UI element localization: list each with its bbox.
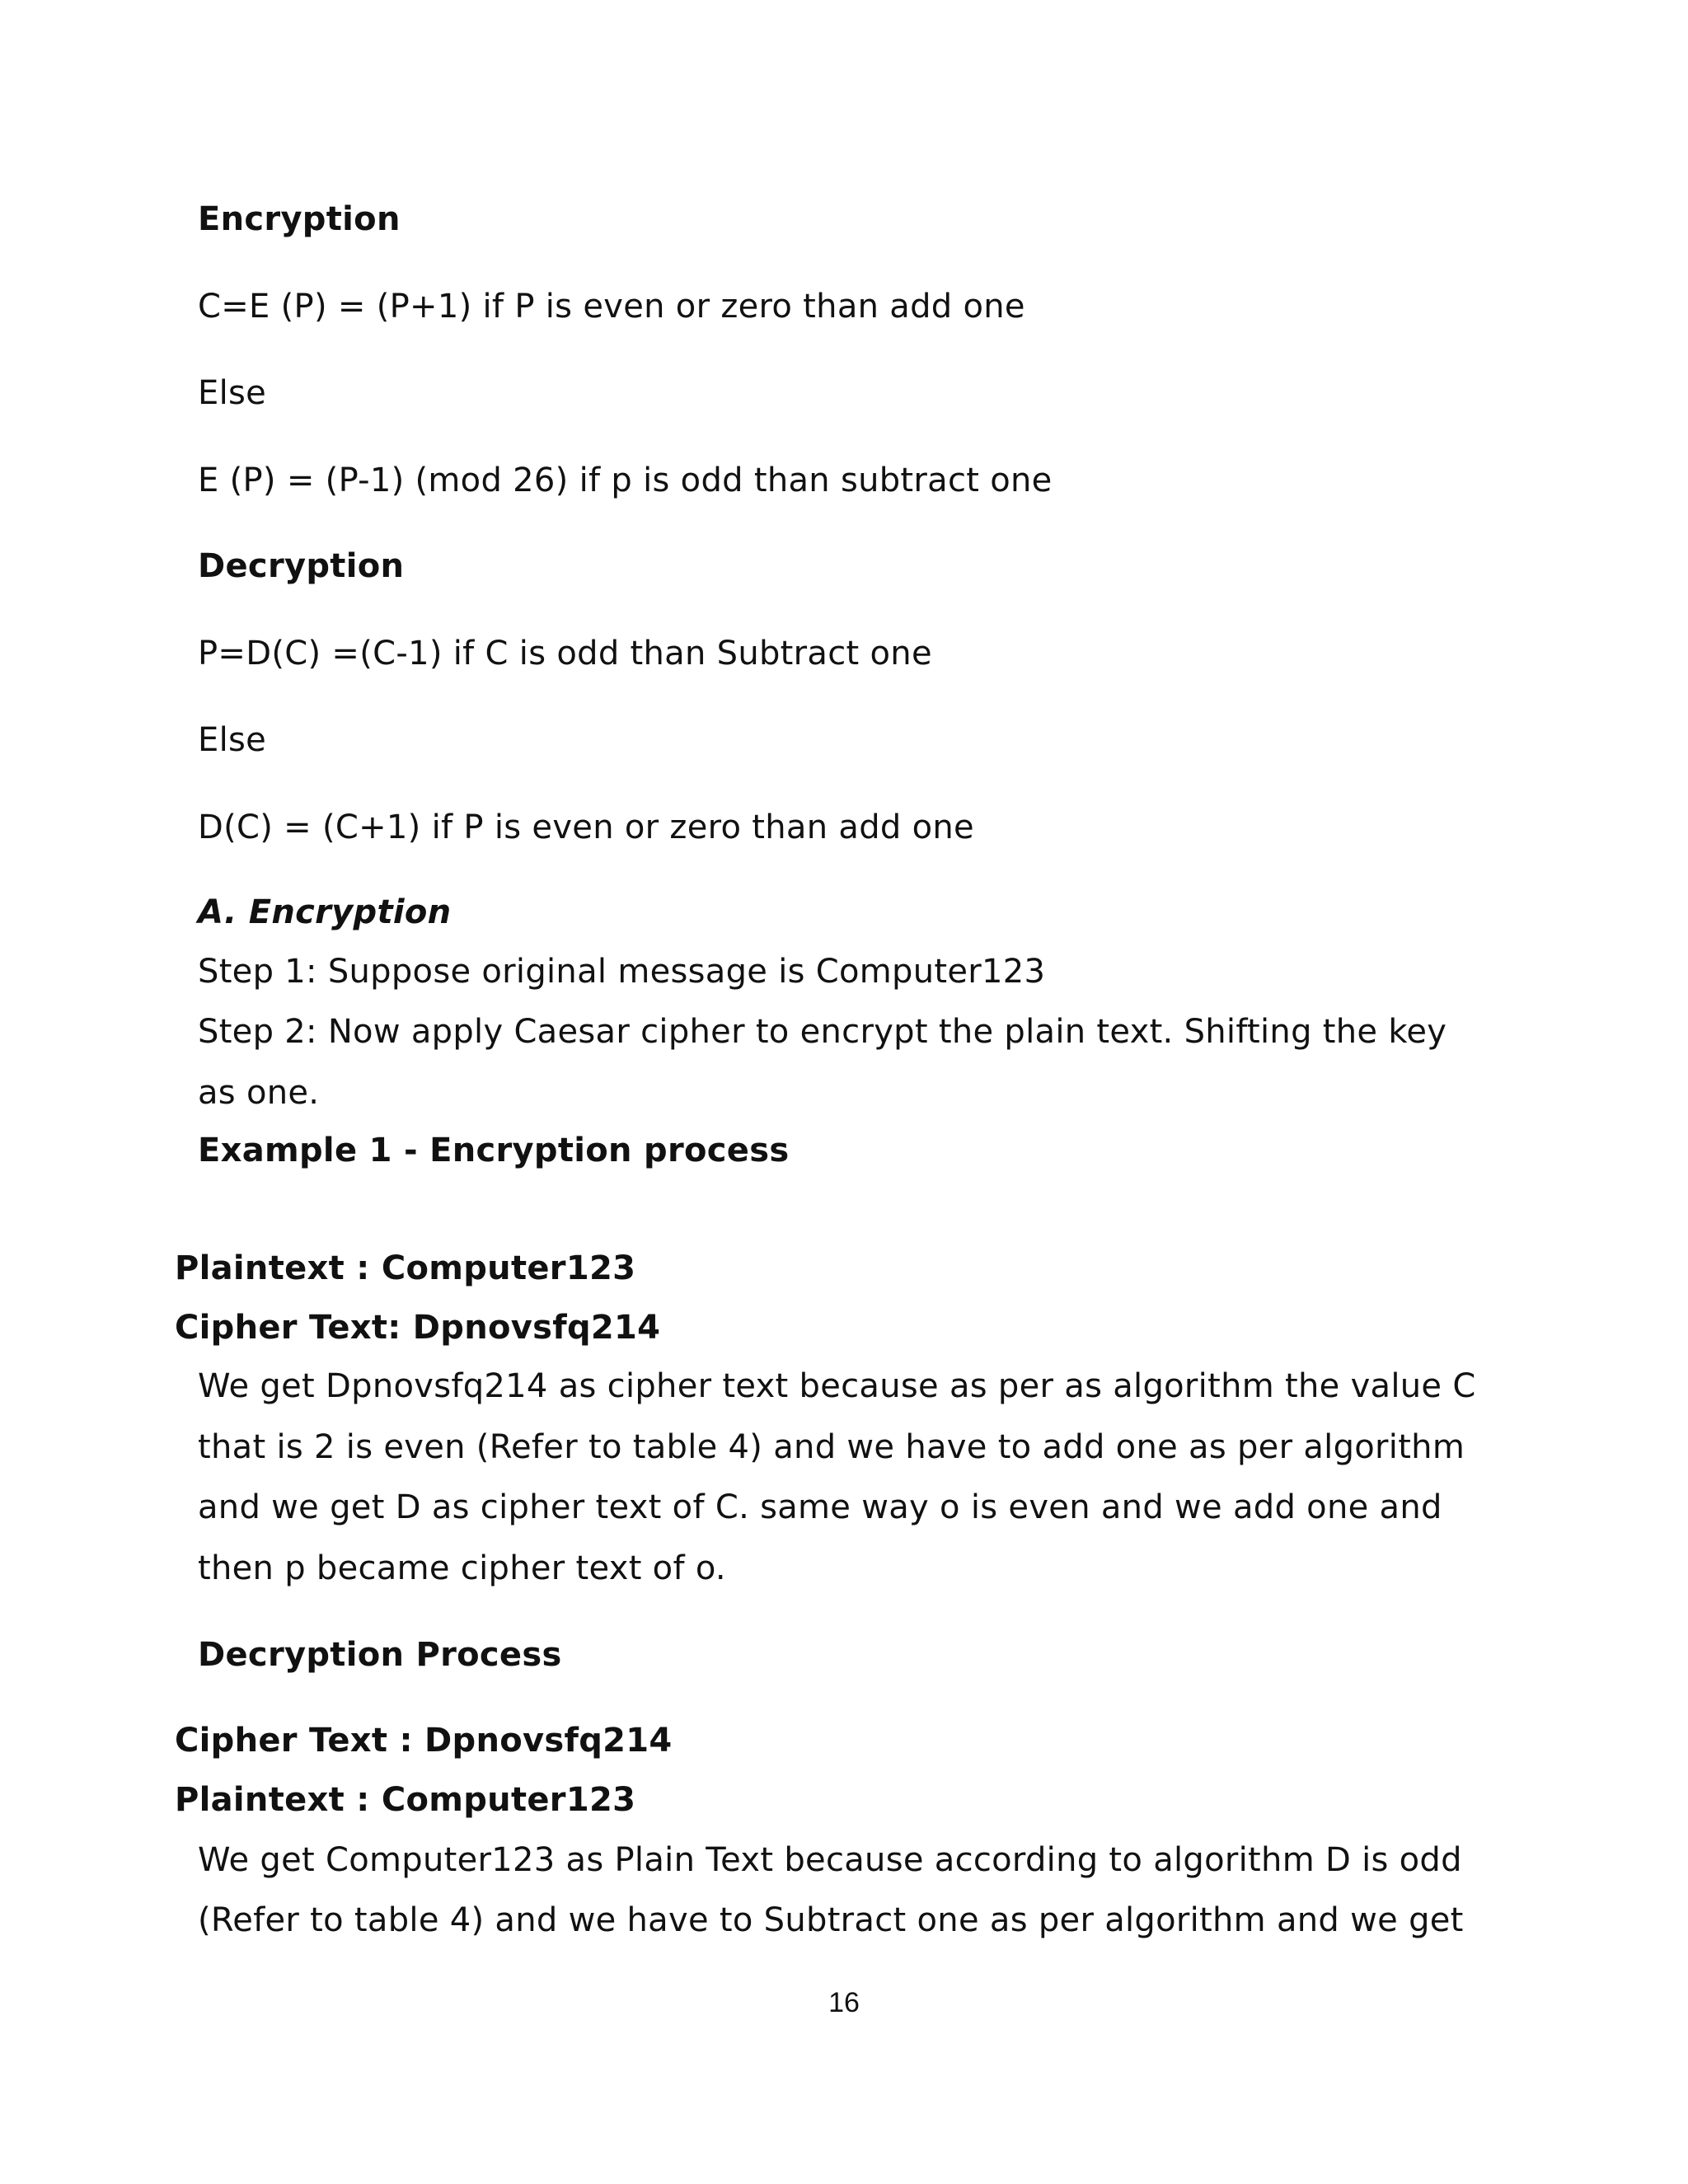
decryption-formula-1: P=D(C) =(C-1) if C is odd than Subtract one — [198, 635, 932, 673]
decryption-heading: Decryption — [198, 547, 405, 585]
step-2-line-2: as one. — [198, 1074, 320, 1112]
encryption-formula-1: C=E (P) = (P+1) if P is even or zero than add one — [198, 288, 1025, 326]
decryption-ciphertext: Cipher Text : Dpnovsfq214 — [175, 1722, 673, 1760]
decryption-else: Else — [198, 721, 267, 759]
decryption-explanation-line: (Refer to table 4) and we have to Subtract one as per algorithm and we get — [198, 1901, 1464, 1939]
decryption-plaintext: Plaintext : Computer123 — [175, 1781, 636, 1819]
encryption-formula-2: E (P) = (P-1) (mod 26) if p is odd than subtract one — [198, 462, 1053, 499]
decryption-process-heading: Decryption Process — [198, 1636, 562, 1674]
decryption-explanation-line: We get Computer123 as Plain Text because according to algorithm D is odd — [198, 1841, 1462, 1879]
example-1-heading: Example 1 - Encryption process — [198, 1132, 790, 1169]
example-plaintext: Plaintext : Computer123 — [175, 1249, 636, 1287]
section-a-heading: A. Encryption — [198, 893, 452, 931]
example-explanation-line: We get Dpnovsfq214 as cipher text because as per as algorithm the value C — [198, 1367, 1476, 1405]
step-1: Step 1: Suppose original message is Computer123 — [198, 953, 1046, 991]
example-explanation-line: that is 2 is even (Refer to table 4) and we have to add one as per algorithm — [198, 1428, 1465, 1466]
encryption-heading: Encryption — [198, 200, 401, 238]
step-2-line-1: Step 2: Now apply Caesar cipher to encrypt the plain text. Shifting the key — [198, 1013, 1447, 1051]
example-explanation-line: then p became cipher text of o. — [198, 1549, 726, 1587]
example-ciphertext: Cipher Text: Dpnovsfq214 — [175, 1309, 661, 1347]
example-explanation-line: and we get D as cipher text of C. same way o is even and we add one and — [198, 1488, 1442, 1526]
encryption-else: Else — [198, 374, 267, 412]
decryption-formula-2: D(C) = (C+1) if P is even or zero than add one — [198, 808, 974, 846]
page-number: 16 — [828, 1987, 860, 2018]
